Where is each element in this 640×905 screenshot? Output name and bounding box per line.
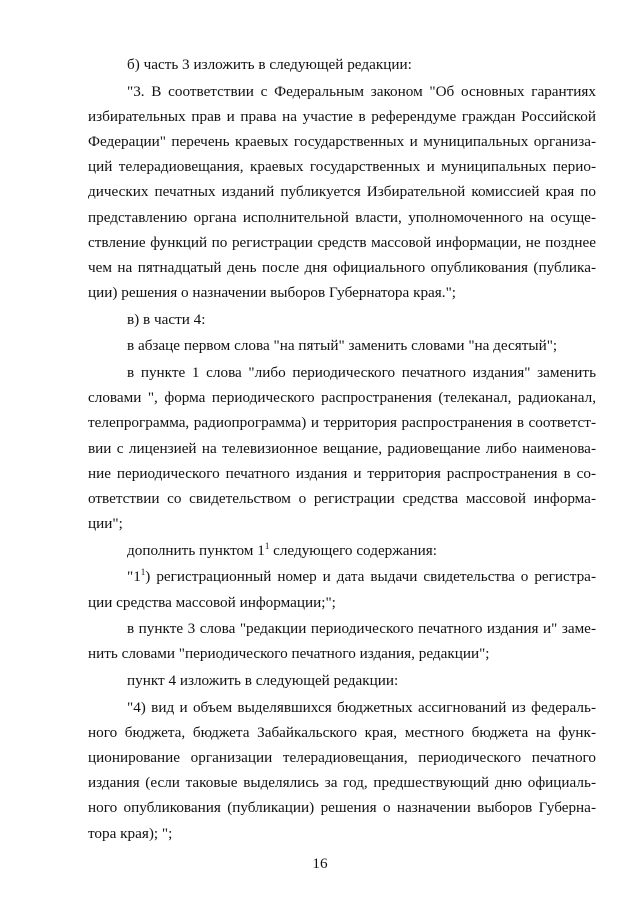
paragraph-7-superscript: 1 [140, 567, 146, 578]
document-body [88, 52, 596, 847]
paragraph-6 [88, 538, 596, 563]
paragraph-1: б) часть 3 изложить в следующей редакции: [127, 56, 412, 73]
paragraph-3: в) в части 4: [127, 310, 206, 328]
paragraph-7 [88, 564, 596, 614]
paragraph-6-superscript: 1 [264, 540, 270, 551]
paragraph-7-text-end: ) регистрационный номер и дата выдачи свидетельства о регистрации средства массовой информации;"; [88, 568, 596, 611]
paragraph-6-text-end: следующего содержания: [269, 541, 437, 559]
paragraph-5: в пункте 1 слова "либо периодического печатного издания" заменить словами ", форма периодического распространения (телеканал, радиоканал, телепрограмма, радиопрограмма) и территория распространения в соответствии с лицензией на телевизионное вещание, радиовещание либо наименование периодического печатного издания и территория распространения в соответствии со свидетельством о регистрации средства массовой информации"; [88, 364, 596, 533]
paragraph-6-text: дополнить пунктом 1 [127, 541, 265, 559]
paragraph-2: "3. В соответствии с Федеральным законом "Об основных гарантиях избирательных прав и права на участие в референдуме граждан Российской Федерации" перечень краевых государственных и муниципальных организаций телерадиовещания, краевых государственных и муниципальных периодических печатных изданий публикуется Избирательной комиссией края по представлению органа исполнительной власти, уполномоченного на осуществление функций по регистрации средств массовой информации, не позднее чем на пятнадцатый день после дня официального опубликования (публикации) решения о назначении выборов Губернатора края."; [88, 82, 596, 302]
paragraph-4: в абзаце первом слова "на пятый" заменить словами "на десятый"; [127, 337, 558, 355]
paragraph-8: в пункте 3 слова "редакции периодического печатного издания и" заменить словами "периодического печатного издания, редакции"; [88, 620, 596, 663]
paragraph-10: "4) вид и объем выделявшихся бюджетных ассигнований из федерального бюджета, бюджета Забайкальского края, местного бюджета на функционирование организации телерадиовещания, периодического печатного издания (если таковые выделялись за год, предшествующий дню официального опубликования (публикации) решения о назначении выборов Губернатора края); "; [88, 698, 596, 842]
paragraph-9: пункт 4 изложить в следующей редакции: [127, 672, 399, 689]
paragraph-7-text: "1 [127, 568, 141, 586]
page-number: 16 [312, 855, 328, 872]
